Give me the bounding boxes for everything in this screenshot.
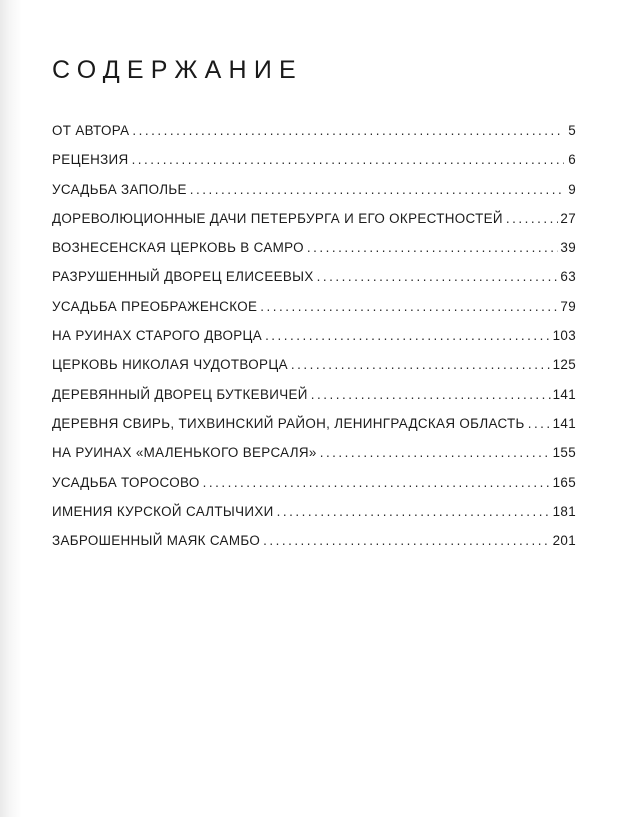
toc-entry-title: ДОРЕВОЛЮЦИОННЫЕ ДАЧИ ПЕТЕРБУРГА И ЕГО ОКРЕСТНОСТЕЙ	[52, 210, 503, 226]
toc-entry-page: 79	[560, 298, 576, 314]
toc-entry-page: 155	[552, 445, 576, 461]
toc-entry	[52, 443, 576, 472]
toc-entry-page: 39	[560, 240, 576, 256]
toc-entry-page: 27	[560, 210, 576, 226]
toc-entry-title: РАЗРУШЕННЫЙ ДВОРЕЦ ЕЛИСЕЕВЫХ	[52, 269, 314, 285]
toc-leader-dots	[291, 355, 551, 375]
toc-leader-dots	[260, 297, 558, 317]
toc-entry-title: ДЕРЕВЯННЫЙ ДВОРЕЦ БУТКЕВИЧЕЙ	[52, 386, 308, 402]
toc-leader-dots	[132, 121, 564, 141]
toc-leader-dots	[263, 531, 550, 551]
page-title: СОДЕРЖАНИЕ	[52, 56, 303, 84]
toc-entry	[52, 267, 576, 296]
toc-leader-dots	[265, 326, 551, 346]
toc-entry-title: ОТ АВТОРА	[52, 123, 130, 138]
toc-entry	[52, 121, 576, 150]
toc-entry-page: 125	[552, 357, 576, 373]
table-of-contents	[52, 121, 576, 560]
toc-entry	[52, 531, 576, 560]
toc-entry	[52, 238, 576, 267]
toc-entry-title: ЦЕРКОВЬ НИКОЛАЯ ЧУДОТВОРЦА	[52, 357, 288, 373]
toc-entry-page: 141	[552, 415, 576, 431]
toc-entry	[52, 209, 576, 238]
toc-entry	[52, 385, 576, 414]
toc-leader-dots	[528, 414, 551, 434]
toc-entry	[52, 355, 576, 384]
toc-entry-title: НА РУИНАХ «МАЛЕНЬКОГО ВЕРСАЛЯ»	[52, 445, 317, 461]
toc-entry-title: УСАДЬБА ПРЕОБРАЖЕНСКОЕ	[52, 298, 258, 314]
toc-entry	[52, 326, 576, 355]
toc-entry-page: 201	[552, 533, 576, 549]
toc-entry-title: ИМЕНИЯ КУРСКОЙ САЛТЫЧИХИ	[52, 503, 274, 519]
toc-entry-title: УСАДЬБА ТОРОСОВО	[52, 474, 200, 490]
toc-entry-page: 5	[568, 123, 576, 138]
toc-entry-title: ЗАБРОШЕННЫЙ МАЯК САМБО	[52, 533, 261, 549]
toc-entry-page: 181	[552, 503, 576, 519]
toc-leader-dots	[307, 238, 558, 258]
toc-entry-page: 9	[568, 181, 576, 197]
toc-leader-dots	[190, 180, 564, 200]
toc-leader-dots	[311, 385, 551, 405]
toc-entry-title: РЕЦЕНЗИЯ	[52, 152, 129, 168]
toc-entry-title: УСАДЬБА ЗАПОЛЬЕ	[52, 181, 187, 197]
toc-entry	[52, 502, 576, 531]
toc-entry	[52, 180, 576, 209]
toc-leader-dots	[506, 209, 558, 229]
toc-entry-page: 165	[552, 474, 576, 490]
toc-leader-dots	[277, 502, 551, 522]
toc-entry-page: 103	[552, 328, 576, 344]
toc-entry	[52, 297, 576, 326]
toc-entry-title: ДЕРЕВНЯ СВИРЬ, ТИХВИНСКИЙ РАЙОН, ЛЕНИНГРАДСКАЯ ОБЛАСТЬ	[52, 415, 525, 431]
toc-leader-dots	[317, 267, 559, 287]
toc-entry	[52, 150, 576, 179]
toc-entry	[52, 414, 576, 443]
toc-entry-page: 6	[568, 152, 576, 168]
toc-leader-dots	[132, 150, 564, 170]
toc-entry-page: 63	[560, 269, 576, 285]
toc-entry-title: ВОЗНЕСЕНСКАЯ ЦЕРКОВЬ В САМРО	[52, 240, 304, 256]
toc-leader-dots	[203, 473, 551, 493]
toc-leader-dots	[320, 443, 551, 463]
toc-entry	[52, 473, 576, 502]
toc-entry-title: НА РУИНАХ СТАРОГО ДВОРЦА	[52, 328, 263, 344]
toc-entry-page: 141	[552, 386, 576, 402]
